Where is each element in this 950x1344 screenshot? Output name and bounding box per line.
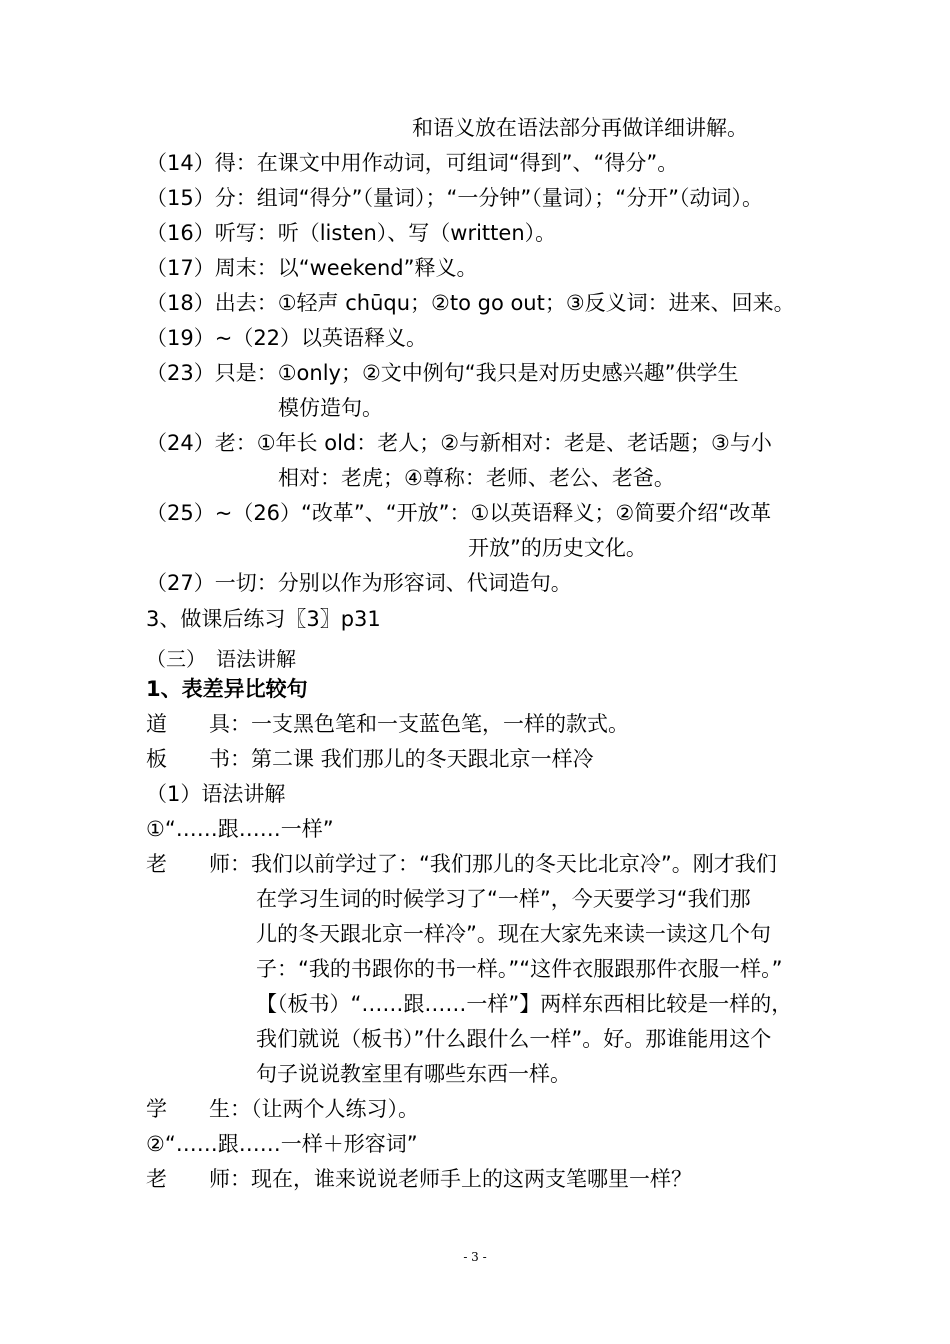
text-line: （24）老：①年长 old：老人；②与新相对：老是、老话题；③与小 (146, 431, 772, 455)
text-line: 开放”的历史文化。 (468, 536, 647, 560)
text-line: 和语义放在语法部分再做详细讲解。 (412, 116, 748, 140)
text-line: ②“……跟……一样＋形容词” (146, 1132, 418, 1156)
text-line: （18）出去：①轻声 chūqu；②to go out；③反义词：进来、回来。 (146, 291, 795, 315)
text-line: （27）一切：分别以作为形容词、代词造句。 (146, 571, 572, 595)
text-line: 句子说说教室里有哪些东西一样。 (256, 1062, 571, 1086)
text-line: （23）只是：①only；②文中例句“我只是对历史感兴趣”供学生 (146, 361, 739, 385)
subsection-heading: 1、表差异比较句 (146, 677, 308, 701)
text-line: 模仿造句。 (278, 396, 383, 420)
text-line: 子：“我的书跟你的书一样。”“这件衣服跟那件衣服一样。” (256, 957, 783, 981)
text-line: （15）分：组词“得分”（量词）；“一分钟”（量词）；“分开”（动词）。 (146, 186, 763, 210)
text-line: 相对：老虎；④尊称：老师、老公、老爸。 (278, 466, 675, 490)
exercise-heading: 3、做课后练习〖3〗p31 (146, 607, 381, 631)
text-line: （14）得：在课文中用作动词，可组词“得到”、“得分”。 (146, 151, 679, 175)
page-number: - 3 - (463, 1250, 487, 1264)
text-line: 学 生：（让两个人练习）。 (146, 1097, 419, 1121)
text-line: 在学习生词的时候学习了“一样”，今天要学习“我们那 (256, 887, 751, 911)
text-line: （19）~（22）以英语释义。 (146, 326, 428, 350)
section-heading: （三） 语法讲解 (146, 647, 296, 671)
text-line: 道 具：一支黑色笔和一支蓝色笔，一样的款式。 (146, 712, 629, 736)
text-line: （17）周末：以“weekend”释义。 (146, 256, 478, 280)
text-line: 我们就说（板书）”什么跟什么一样”。好。那谁能用这个 (256, 1027, 772, 1051)
text-line: ①“……跟……一样” (146, 817, 334, 841)
text-line: 老 师：我们以前学过了：“我们那儿的冬天比北京冷”。刚才我们 (146, 852, 777, 876)
text-line: （25）~（26）“改革”、“开放”：①以英语释义；②简要介绍“改革 (146, 501, 772, 525)
text-line: 【（板书）“……跟……一样”】两样东西相比较是一样的， (256, 992, 793, 1016)
text-line: 儿的冬天跟北京一样冷”。现在大家先来读一读这几个句 (256, 922, 771, 946)
text-line: 板 书：第二课 我们那儿的冬天跟北京一样冷 (146, 747, 594, 771)
text-line: （16）听写：听（listen）、写（written）。 (146, 221, 557, 245)
text-line: 老 师：现在，谁来说说老师手上的这两支笔哪里一样？ (146, 1167, 692, 1191)
text-line: （1）语法讲解 (146, 782, 286, 806)
